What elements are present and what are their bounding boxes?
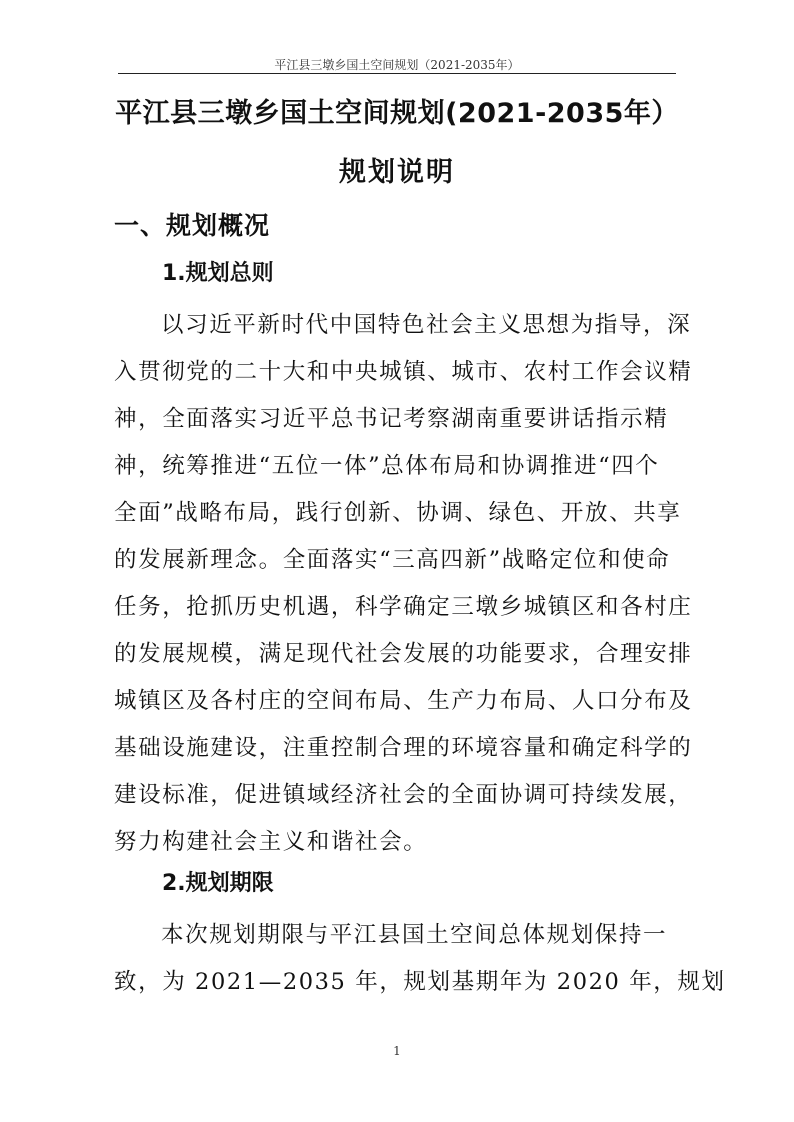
document-subtitle: 规划说明 xyxy=(339,157,455,188)
paragraph-line: 神，统筹推进“五位一体”总体布局和协调推进“四个 xyxy=(114,453,660,479)
page-number: 1 xyxy=(393,1044,401,1058)
paragraph-line: 本次规划期限与平江县国土空间总体规划保持一 xyxy=(161,922,668,948)
header-divider xyxy=(118,73,676,74)
paragraph-line: 入贯彻党的二十大和中央城镇、城市、农村工作会议精 xyxy=(114,359,693,385)
paragraph-line: 的发展新理念。全面落实“三高四新”战略定位和使命 xyxy=(114,547,671,573)
section-heading-overview: 一、规划概况 xyxy=(114,211,271,240)
running-header: 平江县三墩乡国土空间规划（2021-2035年） xyxy=(274,58,520,72)
paragraph-line: 致，为 2021—2035 年，规划基期年为 2020 年，规划 xyxy=(114,969,726,995)
paragraph-line: 全面”战略布局，践行创新、协调、绿色、开放、共享 xyxy=(114,500,682,526)
paragraph-line: 任务，抢抓历史机遇，科学确定三墩乡城镇区和各村庄 xyxy=(114,594,693,620)
paragraph-line: 的发展规模，满足现代社会发展的功能要求，合理安排 xyxy=(114,641,693,667)
subsection-heading-planning-period: 2.规划期限 xyxy=(162,871,274,896)
document-title: 平江县三墩乡国土空间规划(2021-2035年） xyxy=(115,98,679,129)
paragraph-line: 基础设施建设，注重控制合理的环境容量和确定科学的 xyxy=(114,735,693,761)
paragraph-line: 神，全面落实习近平总书记考察湖南重要讲话指示精 xyxy=(114,406,669,432)
subsection-heading-general-principles: 1.规划总则 xyxy=(162,261,274,286)
paragraph-line: 以习近平新时代中国特色社会主义思想为指导，深 xyxy=(161,312,692,338)
paragraph-line: 城镇区及各村庄的空间布局、生产力布局、人口分布及 xyxy=(114,688,693,714)
paragraph-line: 建设标准，促进镇域经济社会的全面协调可持续发展， xyxy=(114,782,693,808)
paragraph-line: 努力构建社会主义和谐社会。 xyxy=(114,829,428,855)
